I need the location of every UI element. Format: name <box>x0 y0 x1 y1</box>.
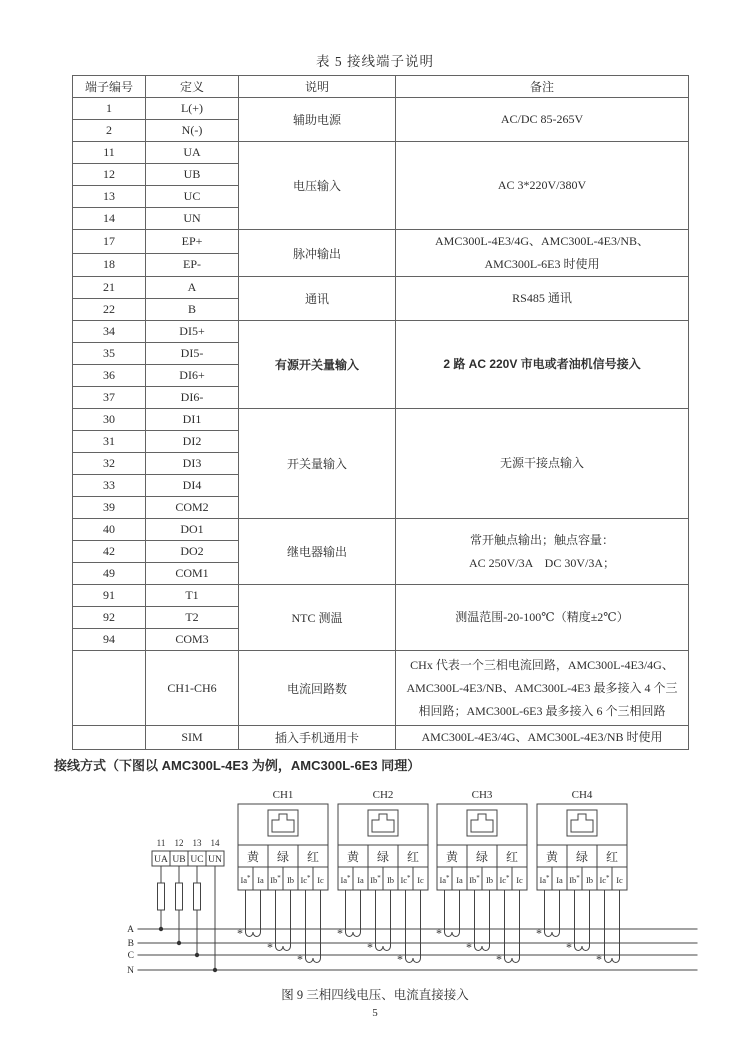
note-line: AMC300L-4E3/4G、AMC300L-4E3/NB 时使用 <box>421 730 663 744</box>
definition-cell: N(-) <box>146 120 239 142</box>
vt-terminal-label: UA <box>154 855 168 865</box>
definition-cell: DI2 <box>146 431 239 453</box>
vt-terminal-label: UC <box>190 855 204 865</box>
note-cell <box>396 230 689 277</box>
note-line: AMC300L-4E3/4G、AMC300L-4E3/NB、 <box>435 234 649 248</box>
definition-cell: EP+ <box>146 230 239 254</box>
vt-terminal-label: UN <box>208 855 222 865</box>
channel-block-ch1 <box>238 804 328 963</box>
ct-polarity-mark: * <box>237 926 243 940</box>
note-line: AMC300L-6E3 时使用 <box>484 257 600 271</box>
definition-cell: DI3 <box>146 453 239 475</box>
definition-cell: DO1 <box>146 519 239 541</box>
ct-polarity-mark: * <box>337 926 343 940</box>
terminal-cell <box>73 726 146 750</box>
ct-coil-icons <box>346 932 421 963</box>
table-row <box>73 277 689 299</box>
rj45-plug-icon <box>272 814 294 832</box>
table-row <box>73 409 689 431</box>
ct-coil-icons <box>246 932 321 963</box>
section-heading: 接线方式（下图以 AMC300L-4E3 为例，AMC300L-6E3 同理） <box>54 758 421 773</box>
terminal-cell: 22 <box>73 299 146 321</box>
note-cell <box>396 651 689 726</box>
description-cell: 脉冲输出 <box>239 230 396 277</box>
description-cell: 电压输入 <box>239 142 396 230</box>
definition-cell: A <box>146 277 239 299</box>
color-label-green: 绿 <box>575 850 589 864</box>
note-line: AC/DC 85-265V <box>500 112 584 126</box>
ct-terminal-label: Ia <box>257 875 264 885</box>
ct-polarity-mark: * <box>397 952 403 966</box>
channel-label: CH3 <box>471 789 493 801</box>
definition-cell: DO2 <box>146 541 239 563</box>
definition-cell: B <box>146 299 239 321</box>
table-row <box>73 142 689 164</box>
color-label-red: 红 <box>605 850 619 864</box>
header-description: 说明 <box>239 76 396 98</box>
definition-cell: UB <box>146 164 239 186</box>
note-line: CHx 代表一个三相电流回路，AMC300L-4E3/4G、 <box>410 657 674 672</box>
ct-terminal-label: Ib <box>286 875 295 885</box>
ct-terminal-label: Ia* <box>240 874 251 885</box>
header-definition: 定义 <box>146 76 239 98</box>
color-label-red: 红 <box>505 850 519 864</box>
description-cell: 继电器输出 <box>239 519 396 585</box>
channel-block-ch2 <box>338 804 428 963</box>
terminal-cell: 30 <box>73 409 146 431</box>
channel-label: CH4 <box>571 789 593 801</box>
table-row <box>73 519 689 541</box>
note-cell <box>396 585 689 651</box>
table-title: 表 5 接线端子说明 <box>316 54 434 69</box>
definition-cell: UC <box>146 186 239 208</box>
channel-block-ch3 <box>437 804 527 963</box>
terminal-cell: 12 <box>73 164 146 186</box>
color-label-yellow: 黄 <box>246 850 260 864</box>
wiring-diagram <box>0 780 750 1015</box>
terminal-cell: 2 <box>73 120 146 142</box>
header-terminal: 端子编号 <box>73 76 146 98</box>
terminal-cell: 14 <box>73 208 146 230</box>
terminal-cell: 1 <box>73 98 146 120</box>
phase-label-a: A <box>127 925 134 935</box>
ct-terminal-label: Ia* <box>539 874 550 885</box>
ct-terminal-label: Ic* <box>499 874 510 885</box>
note-line: 2 路 AC 220V 市电或者油机信号接入 <box>443 357 641 371</box>
channel-label: CH1 <box>272 789 294 801</box>
terminal-cell: 37 <box>73 387 146 409</box>
rj45-plug-icon <box>571 814 593 832</box>
note-line: 常开触点输出；触点容量： <box>469 532 614 547</box>
definition-cell: DI6- <box>146 387 239 409</box>
color-label-yellow: 黄 <box>545 850 559 864</box>
definition-cell: COM1 <box>146 563 239 585</box>
description-cell: 开关量输入 <box>239 409 396 519</box>
description-cell: NTC 测温 <box>239 585 396 651</box>
color-label-green: 绿 <box>376 850 390 864</box>
ct-terminal-label: Ia <box>556 875 563 885</box>
header-note: 备注 <box>396 76 689 98</box>
definition-cell: UA <box>146 142 239 164</box>
wiring-terminal-table <box>72 75 689 750</box>
vt-terminal-number: 12 <box>174 838 184 848</box>
color-label-red: 红 <box>306 850 320 864</box>
terminal-cell: 39 <box>73 497 146 519</box>
phase-label-b: B <box>127 939 134 949</box>
definition-cell: DI4 <box>146 475 239 497</box>
table-row <box>73 726 689 750</box>
color-label-red: 红 <box>406 850 420 864</box>
note-line: 无源干接点输入 <box>499 456 584 470</box>
ct-terminal-label: Ic* <box>599 874 610 885</box>
definition-cell: L(+) <box>146 98 239 120</box>
ct-terminal-label: Ic <box>317 875 324 885</box>
ct-polarity-mark: * <box>297 952 303 966</box>
description-cell: 有源开关量输入 <box>239 321 396 409</box>
ct-terminal-label: Ia* <box>439 874 450 885</box>
terminal-cell: 31 <box>73 431 146 453</box>
terminal-cell: 17 <box>73 230 146 254</box>
definition-cell: UN <box>146 208 239 230</box>
definition-cell: COM3 <box>146 629 239 651</box>
ct-polarity-mark: * <box>436 926 442 940</box>
table-row <box>73 98 689 120</box>
terminal-cell: 92 <box>73 607 146 629</box>
definition-cell: DI5- <box>146 343 239 365</box>
ct-polarity-mark: * <box>367 940 373 954</box>
rj45-plug-icon <box>372 814 394 832</box>
terminal-cell: 32 <box>73 453 146 475</box>
note-cell <box>396 98 689 142</box>
phase-bus-lines <box>138 929 697 970</box>
definition-cell: COM2 <box>146 497 239 519</box>
definition-cell: T2 <box>146 607 239 629</box>
note-line: RS485 通讯 <box>512 291 572 305</box>
terminal-cell: 94 <box>73 629 146 651</box>
ct-terminal-label: Ia <box>357 875 364 885</box>
color-label-yellow: 黄 <box>346 850 360 864</box>
description-cell: 通讯 <box>239 277 396 321</box>
terminal-cell <box>73 651 146 726</box>
ct-polarity-mark: * <box>466 940 472 954</box>
table-row <box>73 651 689 726</box>
description-cell: 电流回路数 <box>239 651 396 726</box>
ct-polarity-mark: * <box>267 940 273 954</box>
terminal-cell: 42 <box>73 541 146 563</box>
ct-terminal-label: Ib <box>585 875 594 885</box>
terminal-cell: 49 <box>73 563 146 585</box>
terminal-cell: 21 <box>73 277 146 299</box>
note-line: 测温范围-20-100℃（精度±2℃） <box>455 610 629 624</box>
ct-terminal-label: Ib <box>485 875 494 885</box>
note-line: 相回路；AMC300L-6E3 最多接入 6 个三相回路 <box>418 703 666 718</box>
note-cell <box>396 321 689 409</box>
phase-label-n: N <box>127 966 134 976</box>
terminal-cell: 35 <box>73 343 146 365</box>
ct-terminal-label: Ic* <box>300 874 311 885</box>
ct-coil-icons <box>545 932 620 963</box>
channel-block-ch4 <box>537 804 627 963</box>
table-row <box>73 230 689 254</box>
ct-polarity-mark: * <box>536 926 542 940</box>
terminal-cell: 13 <box>73 186 146 208</box>
note-line: AC 250V/3A DC 30V/3A； <box>468 555 615 570</box>
ct-terminal-label: Ia* <box>340 874 351 885</box>
table-row <box>73 585 689 607</box>
junction-dots <box>159 927 217 972</box>
ct-terminal-label: Ic* <box>400 874 411 885</box>
color-label-green: 绿 <box>276 850 290 864</box>
note-cell <box>396 409 689 519</box>
ct-terminal-label: Ib* <box>270 874 281 885</box>
table-header-row <box>73 76 689 98</box>
color-label-green: 绿 <box>475 850 489 864</box>
definition-cell: T1 <box>146 585 239 607</box>
ct-terminal-label: Ib* <box>569 874 580 885</box>
ct-polarity-mark: * <box>566 940 572 954</box>
ct-terminal-label: Ib* <box>370 874 381 885</box>
definition-cell: EP- <box>146 253 239 277</box>
note-line: AMC300L-4E3/NB、AMC300L-4E3 最多接入 4 个三 <box>406 680 678 695</box>
ct-terminal-label: Ia <box>456 875 463 885</box>
terminal-cell: 18 <box>73 253 146 277</box>
note-cell <box>396 277 689 321</box>
fuse-symbols <box>158 883 201 910</box>
ct-terminal-label: Ib <box>386 875 395 885</box>
note-cell <box>396 142 689 230</box>
definition-cell: SIM <box>146 726 239 750</box>
definition-cell: CH1-CH6 <box>146 651 239 726</box>
ct-polarity-mark: * <box>496 952 502 966</box>
ct-terminal-label: Ib* <box>469 874 480 885</box>
voltage-terminal-block <box>152 851 224 972</box>
vt-terminal-number: 11 <box>156 838 166 848</box>
ct-terminal-label: Ic <box>417 875 424 885</box>
vt-terminal-number: 13 <box>192 838 202 848</box>
table-row <box>73 321 689 343</box>
ct-terminal-label: Ic <box>616 875 623 885</box>
terminal-cell: 91 <box>73 585 146 607</box>
vt-terminal-label: UB <box>172 855 186 865</box>
description-cell: 辅助电源 <box>239 98 396 142</box>
note-cell <box>396 726 689 750</box>
terminal-cell: 36 <box>73 365 146 387</box>
note-cell <box>396 519 689 585</box>
definition-cell: DI1 <box>146 409 239 431</box>
terminal-cell: 40 <box>73 519 146 541</box>
ct-terminal-label: Ic <box>516 875 523 885</box>
ct-coil-icons <box>445 932 520 963</box>
terminal-cell: 33 <box>73 475 146 497</box>
figure-caption: 图 9 三相四线电压、电流直接接入 <box>281 988 469 1002</box>
terminal-cell: 11 <box>73 142 146 164</box>
page-number: 5 <box>372 1007 378 1019</box>
rj45-plug-icon <box>471 814 493 832</box>
color-label-yellow: 黄 <box>445 850 459 864</box>
definition-cell: DI5+ <box>146 321 239 343</box>
channel-label: CH2 <box>372 789 394 801</box>
ct-polarity-mark: * <box>596 952 602 966</box>
description-cell: 插入手机通用卡 <box>239 726 396 750</box>
phase-label-c: C <box>127 951 134 961</box>
definition-cell: DI6+ <box>146 365 239 387</box>
vt-terminal-number: 14 <box>210 838 220 848</box>
note-line: AC 3*220V/380V <box>497 178 587 192</box>
terminal-cell: 34 <box>73 321 146 343</box>
